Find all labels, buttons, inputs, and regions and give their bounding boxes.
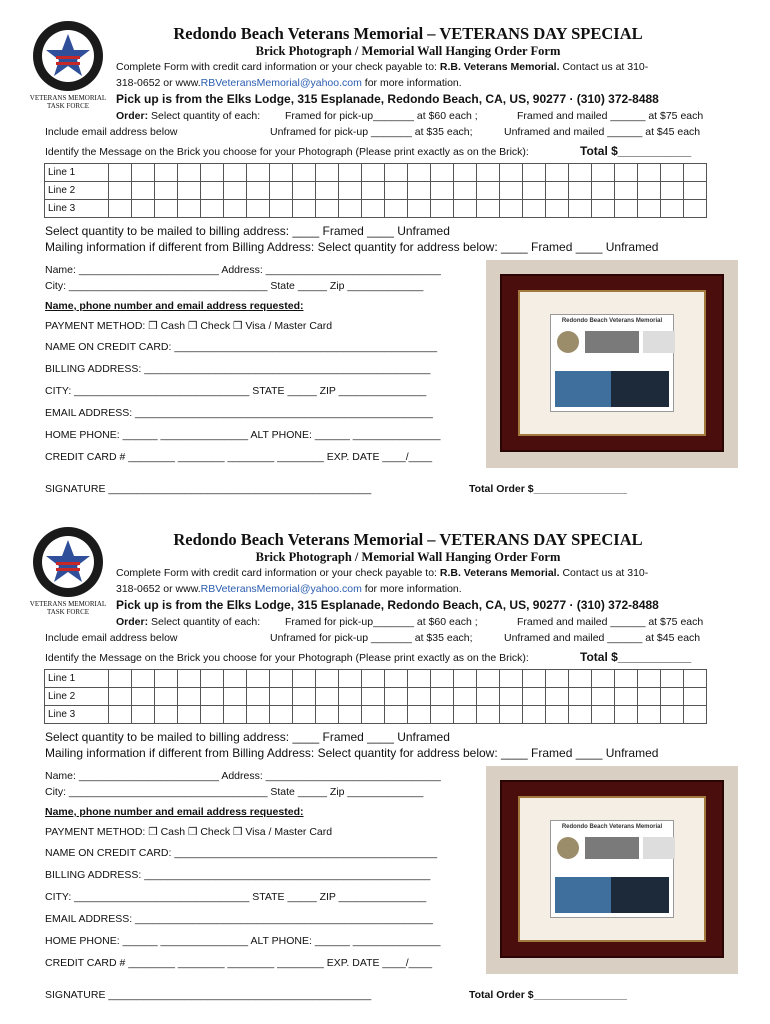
mail-quantity[interactable]: Select quantity to be mailed to billing address: ____ Framed ____ Unframed (45, 224, 450, 238)
billing-address-field[interactable]: BILLING ADDRESS: _________________________________________________ (45, 363, 431, 375)
letter-box[interactable] (523, 182, 546, 200)
framed-brick-photo (486, 766, 738, 974)
letter-box[interactable] (385, 670, 408, 688)
letter-box[interactable] (293, 706, 316, 724)
letter-box[interactable] (362, 164, 385, 182)
letter-box[interactable] (385, 182, 408, 200)
letter-box[interactable] (339, 706, 362, 724)
letter-box[interactable] (638, 200, 661, 218)
credit-card-field[interactable]: CREDIT CARD # ________ ________ ________ ________ EXP. DATE ____/____ (45, 957, 433, 969)
letter-box[interactable] (569, 706, 592, 724)
total-order-field[interactable]: Total Order $________________ (469, 483, 628, 495)
letter-box[interactable] (316, 182, 339, 200)
letter-box[interactable] (132, 670, 155, 688)
letter-box[interactable] (155, 670, 178, 688)
brick-plate (585, 837, 639, 859)
certificate-title: Redondo Beach Veterans Memorial (561, 318, 663, 324)
memorial-photo-day (555, 371, 613, 407)
letter-box[interactable] (385, 706, 408, 724)
letter-box[interactable] (592, 688, 615, 706)
order-qty-label: Select quantity of each: (151, 616, 261, 628)
letter-box[interactable] (638, 706, 661, 724)
letter-box[interactable] (408, 670, 431, 688)
letter-box[interactable] (500, 688, 523, 706)
letter-box[interactable] (247, 164, 270, 182)
letter-box[interactable] (132, 182, 155, 200)
letter-box[interactable] (339, 164, 362, 182)
intro-contact: Contact us at 310- (562, 567, 649, 579)
line-label: Line 1 (45, 670, 109, 688)
certificate-text-block (643, 331, 675, 353)
letter-box[interactable] (431, 670, 454, 688)
form-title: Redondo Beach Veterans Memorial – VETERANS DAY SPECIAL (173, 24, 643, 43)
letter-box[interactable] (408, 200, 431, 218)
letter-box[interactable] (270, 164, 293, 182)
photo-certificate (550, 314, 674, 412)
letter-box[interactable] (270, 688, 293, 706)
city-state-zip-field[interactable]: City: __________________________________ State _____ Zip _____________ (45, 280, 424, 292)
photo-frame (500, 780, 724, 958)
letter-box[interactable] (316, 200, 339, 218)
order-qty-label: Select quantity of each: (151, 110, 261, 122)
brick-message-instructions: Identify the Message on the Brick you choose for your Photograph (Please print exactly as on the Brick): (45, 652, 529, 664)
form-subtitle: Brick Photograph / Memorial Wall Hanging Order Form (255, 44, 561, 58)
email-link[interactable]: RBVeteransMemorial@yahoo.com (200, 583, 362, 595)
letter-box[interactable] (178, 200, 201, 218)
memorial-photo-night (611, 877, 669, 913)
framed-mailed-option[interactable]: Framed and mailed ______ at $75 each (517, 616, 704, 628)
certificate-title: Redondo Beach Veterans Memorial (561, 824, 663, 830)
letter-box[interactable] (270, 670, 293, 688)
letter-box[interactable] (615, 200, 638, 218)
grid-row (45, 200, 707, 218)
framed-brick-photo (486, 260, 738, 468)
requested-note: Name, phone number and email address requested: (45, 806, 304, 818)
line-label: Line 2 (45, 688, 109, 706)
letter-box[interactable] (362, 670, 385, 688)
letter-box[interactable] (339, 182, 362, 200)
signature-field[interactable]: SIGNATURE _____________________________________________ (45, 989, 372, 1001)
letter-box[interactable] (270, 200, 293, 218)
intro-payee: R.B. Veterans Memorial. (439, 567, 560, 579)
letter-box[interactable] (293, 200, 316, 218)
order-instructions (116, 616, 260, 628)
phone-fields[interactable]: HOME PHONE: ______ _______________ ALT PHONE: ______ _______________ (45, 429, 441, 441)
letter-box[interactable] (178, 688, 201, 706)
letter-box[interactable] (661, 688, 684, 706)
letter-box[interactable] (178, 182, 201, 200)
letter-box[interactable] (362, 200, 385, 218)
order-instructions (116, 110, 260, 122)
letter-box[interactable] (454, 164, 477, 182)
total-amount[interactable]: Total $___________ (580, 144, 692, 158)
letter-box[interactable] (316, 164, 339, 182)
letter-box[interactable] (477, 200, 500, 218)
letter-box[interactable] (385, 164, 408, 182)
order-label: Order: (116, 110, 149, 122)
intro-more-info: for more information. (364, 77, 462, 89)
letter-box[interactable] (155, 164, 178, 182)
letter-box[interactable] (615, 670, 638, 688)
unframed-mailed-option[interactable]: Unframed and mailed ______ at $45 each (504, 632, 701, 644)
brick-message-grid (44, 163, 707, 218)
intro-payee: R.B. Veterans Memorial. (439, 61, 560, 73)
letter-box[interactable] (569, 688, 592, 706)
email-note: Include email address below (45, 126, 178, 138)
grid-row (45, 182, 707, 200)
line-label: Line 2 (45, 182, 109, 200)
letter-box[interactable] (431, 706, 454, 724)
letter-box[interactable] (615, 182, 638, 200)
intro-line-2 (116, 583, 462, 595)
letter-box[interactable] (178, 706, 201, 724)
letter-box[interactable] (408, 688, 431, 706)
line-label: Line 3 (45, 200, 109, 218)
letter-box[interactable] (477, 182, 500, 200)
unframed-mailed-option[interactable]: Unframed and mailed ______ at $45 each (504, 126, 701, 138)
letter-box[interactable] (270, 706, 293, 724)
pickup-info: Pick up is from the Elks Lodge, 315 Esplanade, Redondo Beach, CA, US, 90277 · (310) 372-8488 (116, 92, 659, 106)
letter-box[interactable] (592, 670, 615, 688)
brick-message-grid (44, 669, 707, 724)
letter-box[interactable] (247, 688, 270, 706)
letter-box[interactable] (293, 182, 316, 200)
total-amount[interactable]: Total $___________ (580, 650, 692, 664)
brick-message-instructions: Identify the Message on the Brick you choose for your Photograph (Please print exactly as on the Brick): (45, 146, 529, 158)
letter-box[interactable] (684, 706, 707, 724)
letter-box[interactable] (109, 706, 132, 724)
phone-fields[interactable]: HOME PHONE: ______ _______________ ALT PHONE: ______ _______________ (45, 935, 441, 947)
letter-box[interactable] (408, 182, 431, 200)
letter-box[interactable] (293, 670, 316, 688)
letter-box[interactable] (247, 706, 270, 724)
letter-box[interactable] (201, 706, 224, 724)
intro-phone: 318-0652 or www. (116, 77, 201, 89)
letter-box[interactable] (155, 706, 178, 724)
letter-box[interactable] (569, 200, 592, 218)
letter-box[interactable] (546, 670, 569, 688)
photo-mat (518, 290, 706, 436)
email-note: Include email address below (45, 632, 178, 644)
memorial-photo-night (611, 371, 669, 407)
letter-box[interactable] (408, 164, 431, 182)
letter-box[interactable] (638, 670, 661, 688)
letter-box[interactable] (201, 182, 224, 200)
city-state-zip-field[interactable]: City: __________________________________ State _____ Zip _____________ (45, 786, 424, 798)
letter-box[interactable] (454, 200, 477, 218)
letter-box[interactable] (293, 164, 316, 182)
seal-icon (557, 331, 579, 353)
letter-box[interactable] (546, 688, 569, 706)
letter-box[interactable] (247, 670, 270, 688)
letter-box[interactable] (408, 706, 431, 724)
payment-method[interactable]: PAYMENT METHOD: ❒ Cash ❒ Check ❒ Visa / Master Card (45, 320, 333, 332)
billing-city-field[interactable]: CITY: ______________________________ STATE _____ ZIP _______________ (45, 385, 427, 397)
billing-address-field[interactable]: BILLING ADDRESS: _________________________________________________ (45, 869, 431, 881)
payment-method[interactable]: PAYMENT METHOD: ❒ Cash ❒ Check ❒ Visa / Master Card (45, 826, 333, 838)
letter-box[interactable] (546, 164, 569, 182)
order-form-2 (0, 514, 770, 1014)
letter-box[interactable] (431, 688, 454, 706)
letter-box[interactable] (477, 688, 500, 706)
letter-box[interactable] (247, 182, 270, 200)
letter-box[interactable] (339, 200, 362, 218)
intro-line-1 (116, 567, 648, 579)
letter-box[interactable] (500, 706, 523, 724)
letter-box[interactable] (247, 200, 270, 218)
letter-box[interactable] (592, 182, 615, 200)
letter-box[interactable] (132, 200, 155, 218)
letter-box[interactable] (224, 706, 247, 724)
letter-box[interactable] (431, 182, 454, 200)
letter-box[interactable] (109, 670, 132, 688)
letter-box[interactable] (224, 182, 247, 200)
letter-box[interactable] (132, 164, 155, 182)
grid-row (45, 164, 707, 182)
letter-box[interactable] (615, 164, 638, 182)
unframed-pickup-option[interactable]: Unframed for pick-up _______ at $35 each; (270, 126, 473, 138)
framed-pickup-option[interactable]: Framed for pick-up_______ at $60 each ; (285, 110, 478, 122)
letter-box[interactable] (155, 200, 178, 218)
letter-box[interactable] (500, 200, 523, 218)
letter-box[interactable] (684, 164, 707, 182)
letter-box[interactable] (270, 182, 293, 200)
letter-box[interactable] (224, 200, 247, 218)
letter-box[interactable] (454, 706, 477, 724)
form-title: Redondo Beach Veterans Memorial – VETERANS DAY SPECIAL (173, 530, 643, 549)
letter-box[interactable] (224, 164, 247, 182)
letter-box[interactable] (661, 182, 684, 200)
letter-box[interactable] (638, 688, 661, 706)
letter-box[interactable] (178, 670, 201, 688)
letter-box[interactable] (500, 164, 523, 182)
letter-box[interactable] (109, 200, 132, 218)
letter-box[interactable] (178, 164, 201, 182)
seal-icon (557, 837, 579, 859)
letter-box[interactable] (454, 182, 477, 200)
letter-box[interactable] (431, 164, 454, 182)
letter-box[interactable] (155, 688, 178, 706)
letter-box[interactable] (661, 670, 684, 688)
letter-box[interactable] (592, 200, 615, 218)
intro-text: Complete Form with credit card information or your check payable to: (116, 61, 437, 73)
letter-box[interactable] (362, 706, 385, 724)
intro-line-2 (116, 77, 462, 89)
order-label: Order: (116, 616, 149, 628)
letter-box[interactable] (684, 670, 707, 688)
letter-box[interactable] (132, 688, 155, 706)
letter-box[interactable] (684, 200, 707, 218)
name-address-field[interactable]: Name: ________________________ Address: ______________________________ (45, 264, 441, 276)
letter-box[interactable] (109, 688, 132, 706)
letter-box[interactable] (500, 182, 523, 200)
unframed-pickup-option[interactable]: Unframed for pick-up _______ at $35 each; (270, 632, 473, 644)
letter-box[interactable] (592, 164, 615, 182)
letter-box[interactable] (523, 688, 546, 706)
letter-box[interactable] (201, 200, 224, 218)
letter-box[interactable] (339, 688, 362, 706)
signature-field[interactable]: SIGNATURE _____________________________________________ (45, 483, 372, 495)
total-order-field[interactable]: Total Order $________________ (469, 989, 628, 1001)
letter-box[interactable] (454, 670, 477, 688)
letter-box[interactable] (684, 688, 707, 706)
letter-box[interactable] (201, 164, 224, 182)
letter-box[interactable] (201, 670, 224, 688)
letter-box[interactable] (546, 706, 569, 724)
letter-box[interactable] (546, 182, 569, 200)
mail-quantity[interactable]: Select quantity to be mailed to billing address: ____ Framed ____ Unframed (45, 730, 450, 744)
email-address-field[interactable]: EMAIL ADDRESS: ___________________________________________________ (45, 407, 433, 419)
requested-note: Name, phone number and email address requested: (45, 300, 304, 312)
pickup-info: Pick up is from the Elks Lodge, 315 Esplanade, Redondo Beach, CA, US, 90277 · (310) 372-8488 (116, 598, 659, 612)
letter-box[interactable] (132, 706, 155, 724)
letter-box[interactable] (385, 688, 408, 706)
card-name-field[interactable]: NAME ON CREDIT CARD: _____________________________________________ (45, 847, 438, 859)
name-address-field[interactable]: Name: ________________________ Address: ______________________________ (45, 770, 441, 782)
framed-pickup-option[interactable]: Framed for pick-up_______ at $60 each ; (285, 616, 478, 628)
photo-certificate (550, 820, 674, 918)
letter-box[interactable] (362, 688, 385, 706)
certificate-text-block (643, 837, 675, 859)
letter-box[interactable] (477, 164, 500, 182)
letter-box[interactable] (224, 688, 247, 706)
letter-box[interactable] (569, 670, 592, 688)
letter-box[interactable] (569, 182, 592, 200)
letter-box[interactable] (316, 670, 339, 688)
mailing-info[interactable]: Mailing information if different from Billing Address: Select quantity for address below: ____ Framed ____ Unframed (45, 746, 659, 760)
grid-row (45, 706, 707, 724)
framed-mailed-option[interactable]: Framed and mailed ______ at $75 each (517, 110, 704, 122)
letter-box[interactable] (523, 706, 546, 724)
letter-box[interactable] (500, 670, 523, 688)
letter-box[interactable] (477, 670, 500, 688)
billing-city-field[interactable]: CITY: ______________________________ STATE _____ ZIP _______________ (45, 891, 427, 903)
letter-box[interactable] (109, 164, 132, 182)
intro-line-1 (116, 61, 648, 73)
intro-more-info: for more information. (364, 583, 462, 595)
letter-box[interactable] (224, 670, 247, 688)
letter-box[interactable] (615, 688, 638, 706)
letter-box[interactable] (592, 706, 615, 724)
intro-phone: 318-0652 or www. (116, 583, 201, 595)
mailing-info[interactable]: Mailing information if different from Billing Address: Select quantity for address below: ____ Framed ____ Unframed (45, 240, 659, 254)
email-link[interactable]: RBVeteransMemorial@yahoo.com (200, 77, 362, 89)
intro-contact: Contact us at 310- (562, 61, 649, 73)
intro-text: Complete Form with credit card information or your check payable to: (116, 567, 437, 579)
letter-box[interactable] (523, 670, 546, 688)
credit-card-field[interactable]: CREDIT CARD # ________ ________ ________ ________ EXP. DATE ____/____ (45, 451, 433, 463)
letter-box[interactable] (661, 706, 684, 724)
letter-box[interactable] (546, 200, 569, 218)
letter-box[interactable] (569, 164, 592, 182)
line-label: Line 1 (45, 164, 109, 182)
email-address-field[interactable]: EMAIL ADDRESS: ___________________________________________________ (45, 913, 433, 925)
letter-box[interactable] (454, 688, 477, 706)
letter-box[interactable] (339, 670, 362, 688)
letter-box[interactable] (362, 182, 385, 200)
memorial-photo-day (555, 877, 613, 913)
letter-box[interactable] (316, 688, 339, 706)
letter-box[interactable] (109, 182, 132, 200)
letter-box[interactable] (684, 182, 707, 200)
letter-box[interactable] (155, 182, 178, 200)
order-form-1 (0, 8, 770, 508)
letter-box[interactable] (201, 688, 224, 706)
grid-row (45, 670, 707, 688)
letter-box[interactable] (638, 182, 661, 200)
line-label: Line 3 (45, 706, 109, 724)
letter-box[interactable] (615, 706, 638, 724)
letter-box[interactable] (523, 200, 546, 218)
card-name-field[interactable]: NAME ON CREDIT CARD: _____________________________________________ (45, 341, 438, 353)
letter-box[interactable] (293, 688, 316, 706)
brick-plate (585, 331, 639, 353)
logo-caption: VETERANS MEMORIAL TASK FORCE (29, 94, 107, 110)
letter-box[interactable] (316, 706, 339, 724)
photo-frame (500, 274, 724, 452)
logo-caption: VETERANS MEMORIAL TASK FORCE (29, 600, 107, 616)
letter-box[interactable] (661, 164, 684, 182)
photo-mat (518, 796, 706, 942)
letter-box[interactable] (385, 200, 408, 218)
letter-box[interactable] (523, 164, 546, 182)
form-subtitle: Brick Photograph / Memorial Wall Hanging Order Form (255, 550, 561, 564)
letter-box[interactable] (477, 706, 500, 724)
letter-box[interactable] (661, 200, 684, 218)
letter-box[interactable] (431, 200, 454, 218)
letter-box[interactable] (638, 164, 661, 182)
grid-row (45, 688, 707, 706)
